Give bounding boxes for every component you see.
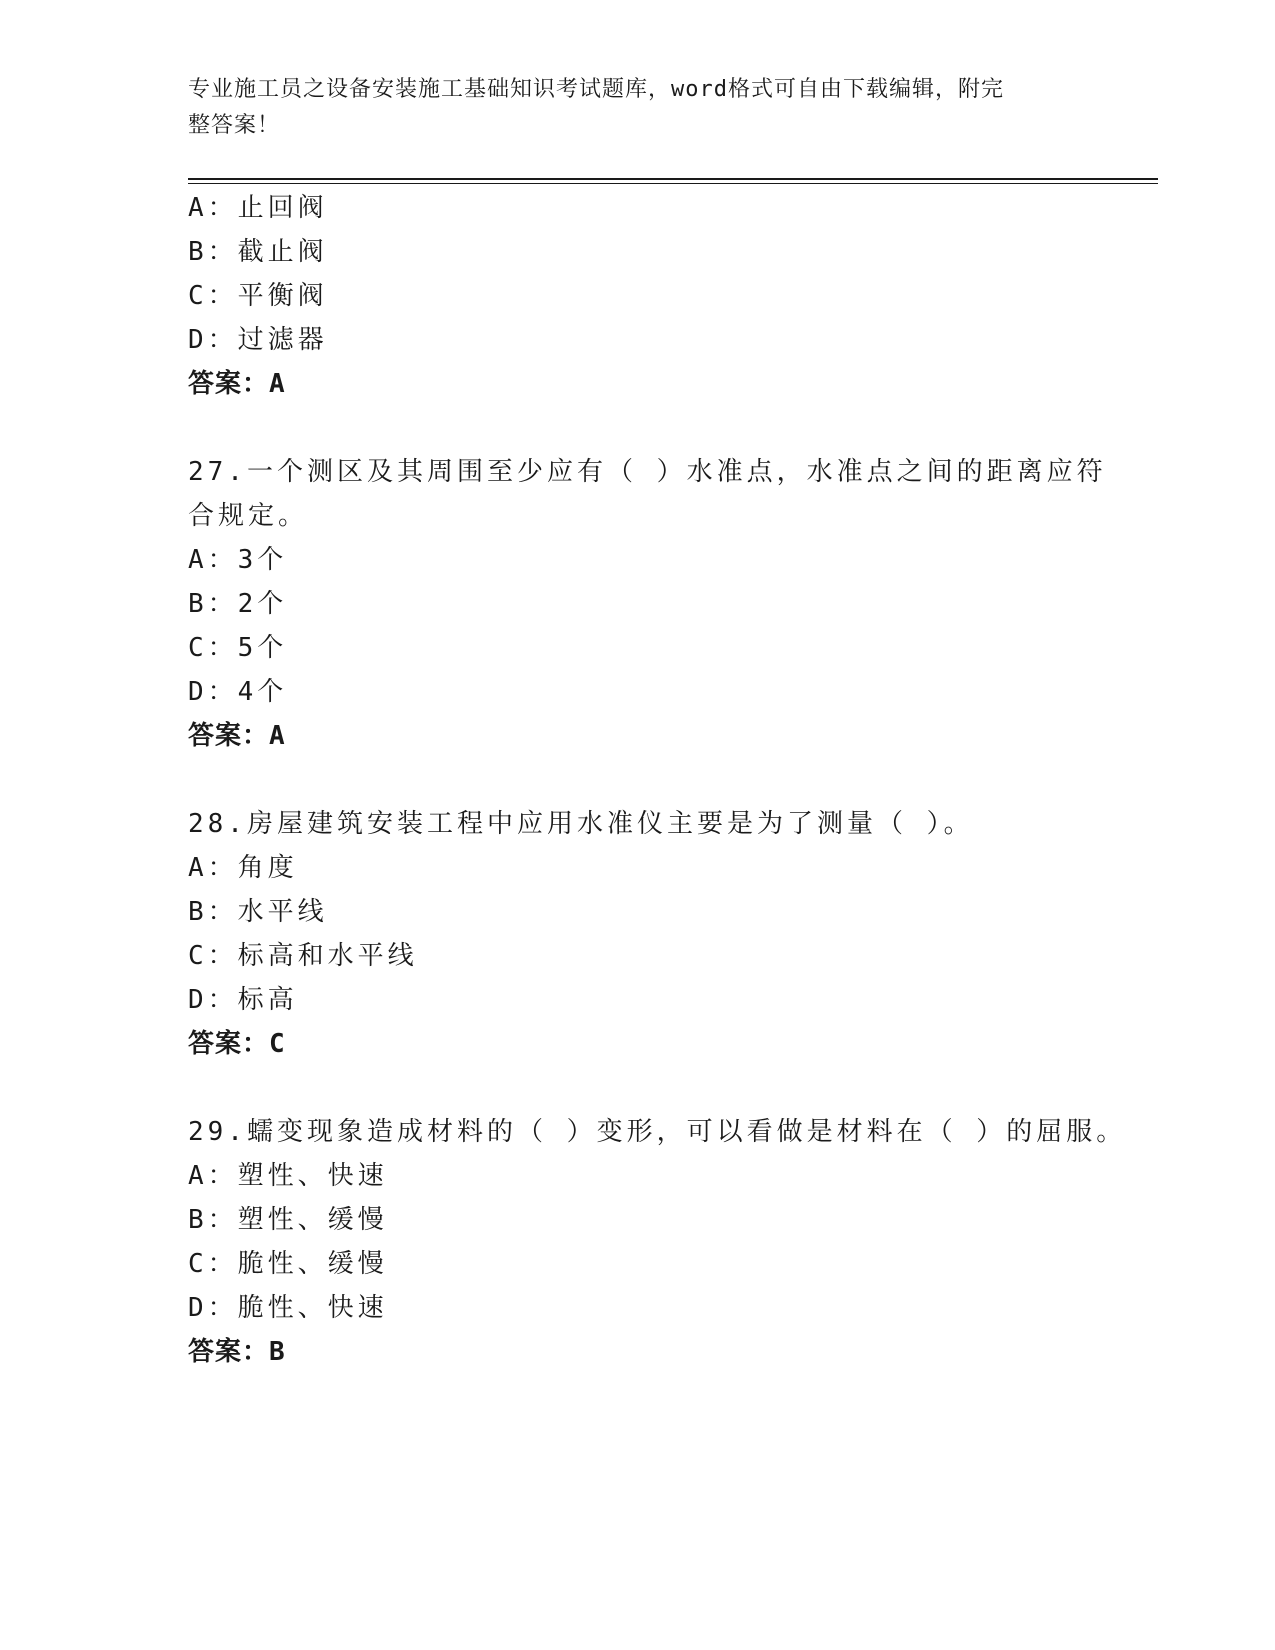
- q28-option-c: C：标高和水平线: [188, 941, 418, 971]
- q29-answer: 答案：B: [188, 1337, 286, 1367]
- q28-answer: 答案：C: [188, 1029, 286, 1059]
- q26-option-a: A：止回阀: [188, 193, 328, 223]
- q27-option-b: B：2个: [188, 589, 288, 619]
- q26-option-c: C：平衡阀: [188, 281, 328, 311]
- q26-answer: 答案：A: [188, 369, 286, 399]
- q29-option-b: B：塑性、缓慢: [188, 1205, 388, 1235]
- q28-option-a: A：角度: [188, 853, 298, 883]
- q28-stem: 28.房屋建筑安装工程中应用水准仪主要是为了测量（ ）。: [188, 809, 974, 839]
- header-line-2: 整答案！: [188, 113, 281, 138]
- document-header: [188, 72, 1068, 144]
- q27-option-d: D：4个: [188, 677, 288, 707]
- q26-option-b: B：截止阀: [188, 237, 328, 267]
- header-divider-thin: [188, 183, 1158, 184]
- header-line-1: 专业施工员之设备安装施工基础知识考试题库，word格式可自由下载编辑，附完: [188, 77, 1004, 102]
- q29-stem: 29.蠕变现象造成材料的（ ）变形，可以看做是材料在（ ）的屈服。: [188, 1117, 1127, 1147]
- q27-option-a: A：3个: [188, 545, 288, 575]
- q29-option-a: A：塑性、快速: [188, 1161, 388, 1191]
- q26-option-d: D：过滤器: [188, 325, 328, 355]
- q28-option-d: D：标高: [188, 985, 298, 1015]
- q28-option-b: B：水平线: [188, 897, 328, 927]
- q29-option-c: C：脆性、缓慢: [188, 1249, 388, 1279]
- header-divider-thick: [188, 178, 1158, 180]
- q27-stem-line-2: 合规定。: [188, 501, 309, 531]
- q27-answer: 答案：A: [188, 721, 286, 751]
- q27-option-c: C：5个: [188, 633, 288, 663]
- q27-stem-line-1: 27.一个测区及其周围至少应有（ ）水准点，水准点之间的距离应符: [188, 457, 1107, 487]
- q29-option-d: D：脆性、快速: [188, 1293, 388, 1323]
